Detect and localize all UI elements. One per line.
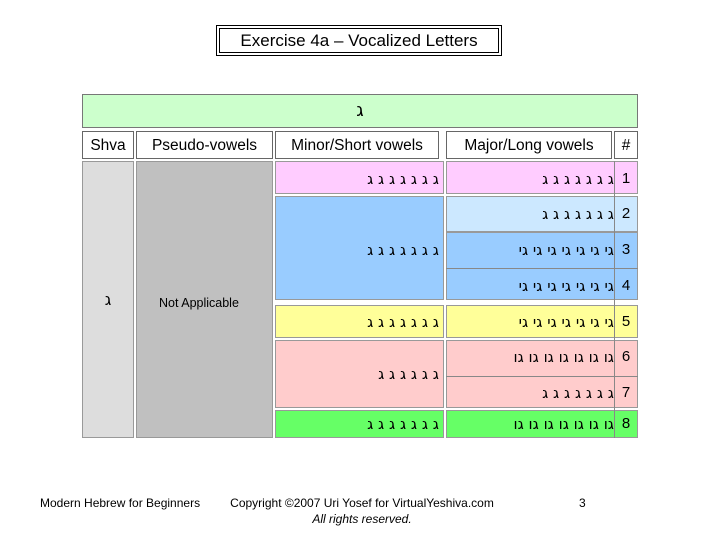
major-row1-text: ג ג ג ג ג ג ג [542,170,614,188]
footer-copyright-line1: Copyright ©2007 Uri Yosef for VirtualYeshiva.com [230,496,494,510]
minor-row8-text: ג ג ג ג ג ג ג [367,415,439,433]
row6-number: 6 [621,348,631,365]
header-pseudo-vowels: Pseudo-vowels [136,131,273,159]
major-row6-text: גו גו גו גו גו גו גו [513,348,614,366]
row4-number: 4 [621,277,631,294]
exercise-title [216,25,502,56]
header-shva: Shva [82,131,134,159]
minor-row3-text: ג ג ג ג ג ג ג [367,241,439,259]
row3-number: 3 [621,241,631,258]
footer-course-name: Modern Hebrew for Beginners [40,496,201,510]
minor-row5-text: ג ג ג ג ג ג ג [367,313,439,331]
footer-page-number: 3 [579,496,586,510]
minor-row6-text: ג ג ג ג ג ג [378,365,439,383]
major-row7-text: ג ג ג ג ג ג ג [542,384,614,402]
number-column-divider [614,161,615,438]
row7-number: 7 [621,384,631,401]
row1-number: 1 [621,170,631,187]
letter-header-row: ג [82,94,638,128]
major-row5-text: גי גי גי גי גי גי גי [518,313,614,331]
row8-number: 8 [621,415,631,432]
major-row3-text: גי גי גי גי גי גי גי [518,241,614,259]
major-row8-text: גו גו גו גו גו גו גו [513,415,614,433]
major-divider-6-7 [446,376,638,377]
header-minor-vowels: Minor/Short vowels [275,131,439,159]
major-row4-text: גי גי גי גי גי גי גי [518,277,614,295]
shva-letter: ג [104,290,112,309]
footer-copyright-line2: All rights reserved. [312,512,412,526]
header-major-vowels: Major/Long vowels [446,131,612,159]
major-row2-text: ג ג ג ג ג ג ג [542,205,614,223]
major-divider-3-4 [446,268,638,269]
minor-row1-text: ג ג ג ג ג ג ג [367,170,439,188]
pseudo-vowels-not-applicable: Not Applicable [159,296,239,310]
title-text: Exercise 4a – Vocalized Letters [240,31,478,50]
footer-copyright [228,495,496,527]
header-number: # [614,131,638,159]
row2-number: 2 [621,205,631,222]
row5-number: 5 [621,313,631,330]
